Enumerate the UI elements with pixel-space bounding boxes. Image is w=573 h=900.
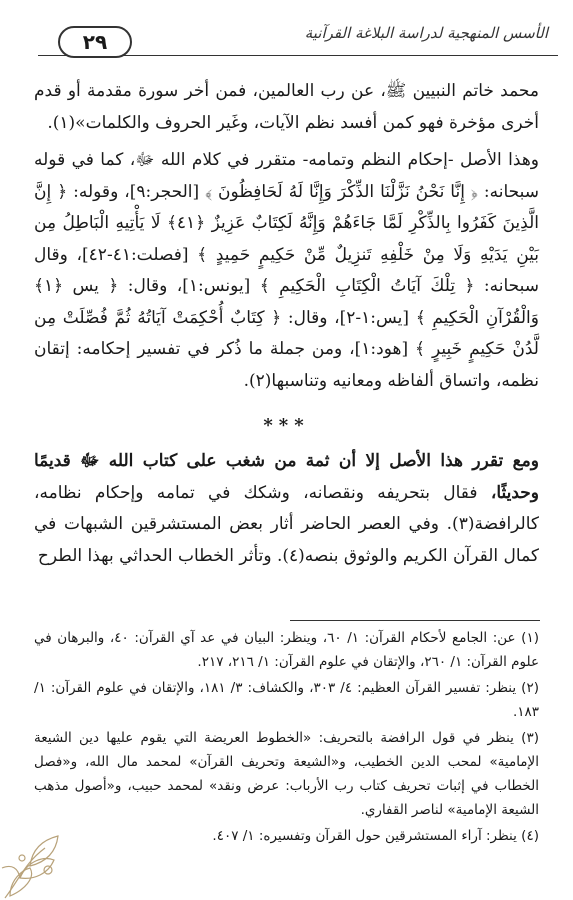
- footnotes: [34, 626, 539, 850]
- footnote-1: (١) عن: الجامع لأحكام القرآن: ١/ ٦٠، وينظر: البيان في عد آي القرآن: ٤٠، والبرهان في علوم القرآن: ١/ ٢٦٠، والإتقان في علوم القرآن: ١/ ٢١٦، ٢١٧.: [34, 630, 539, 670]
- page-number: ٢٩: [58, 26, 132, 58]
- paragraph-1: محمد خاتم النبيين ﷺ، عن رب العالمين، فمن أخر سورة مقدمة أو قدم أخرى مؤخرة فهو كمن أفسد نظم الآيات، وغَير الحروف والكلمات»(١).: [34, 81, 539, 133]
- paragraph-3-lead: ومع تقرر هذا الأصل إلا أن ثمة من شغب على كتاب الله ﷻ قديمًا وحديثًا،: [34, 451, 540, 503]
- floral-ornament-icon: [0, 808, 70, 900]
- running-title: الأسس المنهجية لدراسة البلاغة القرآنية: [304, 24, 548, 42]
- footnote-2: (٢) ينظر: تفسير القرآن العظيم: ٤/ ٣٠٣، والكشاف: ٣/ ١٨١، والإتقان في علوم القرآن: ١/ ١٨٣.: [34, 680, 539, 720]
- main-text: [34, 76, 539, 572]
- section-divider: ***: [263, 415, 310, 436]
- footnote-rule: [290, 620, 540, 621]
- footnote-3: (٣) ينظر في قول الرافضة بالتحريف: «الخطوط العريضة التي يقوم عليها دين الشيعة الإمامية» لمحب الدين الخطيب، و«الشيعة وتحريف القرآن» لمحمد مال الله، و«فصل الخطاب في إثبات تحريف كتاب رب الأرباب: عرض ونقد» لمحمد حبيب، و«أصول مذهب الشيعة الإمامية» لناصر القفاري.: [34, 730, 539, 818]
- page-header: [18, 22, 558, 62]
- paragraph-3: [34, 446, 539, 572]
- footnote-4: (٤) ينظر: آراء المستشرقين حول القرآن وتفسيره: ١/ ٤٠٧.: [212, 828, 539, 844]
- paragraph-2: وهذا الأصل -إحكام النظم وتمامه- متقرر في كلام الله ﷻ، كما في قوله سبحانه: ﴿ إِنَّا نَحْنُ نَزَّلْنَا الذِّكْرَ وَإِنَّا لَهُ لَحَافِظُونَ ﴾ [الحجر:٩]، وقوله: ﴿ إِنَّ الَّذِينَ كَفَرُوا بِالذِّكْرِ لَمَّا جَاءَهُمْ وَإِنَّهُ لَكِتَابٌ عَزِيزٌ ﴿٤١﴾ لَا يَأْتِيهِ الْبَاطِلُ مِن بَيْنِ يَدَيْهِ وَلَا مِنْ خَلْفِهِ تَنزِيلٌ مِّنْ حَكِيمٍ حَمِيدٍ ﴾ [فصلت:٤١-٤٢]، وقال سبحانه: ﴿ تِلْكَ آيَاتُ الْكِتَابِ الْحَكِيمِ ﴾ [يونس:١]، وقال: ﴿ يس ﴿١﴾ وَالْقُرْآنِ الْحَكِيمِ ﴾ [يس:١-٢]، وقال: ﴿ كِتَابٌ أُحْكِمَتْ آيَاتُهُ ثُمَّ فُصِّلَتْ مِن لَّدُنْ حَكِيمٍ خَبِيرٍ ﴾ [هود:١]، ومن جملة ما ذُكر في تفسير إحكامه: إتقان نظمه، واتساق ألفاظه ومعانيه وتناسبها(٢).: [34, 150, 540, 391]
- paragraph-3-rest: فقال بتحريفه ونقصانه، وشكك في تمامه وإحكام نظامه، كالرافضة(٣). وفي العصر الحاضر أثار بعض المستشرقين الشبهات في كمال القرآن الكريم والوثوق بنصه(٤). وتأثر الخطاب الحداثي بهذا الطرح: [34, 482, 539, 566]
